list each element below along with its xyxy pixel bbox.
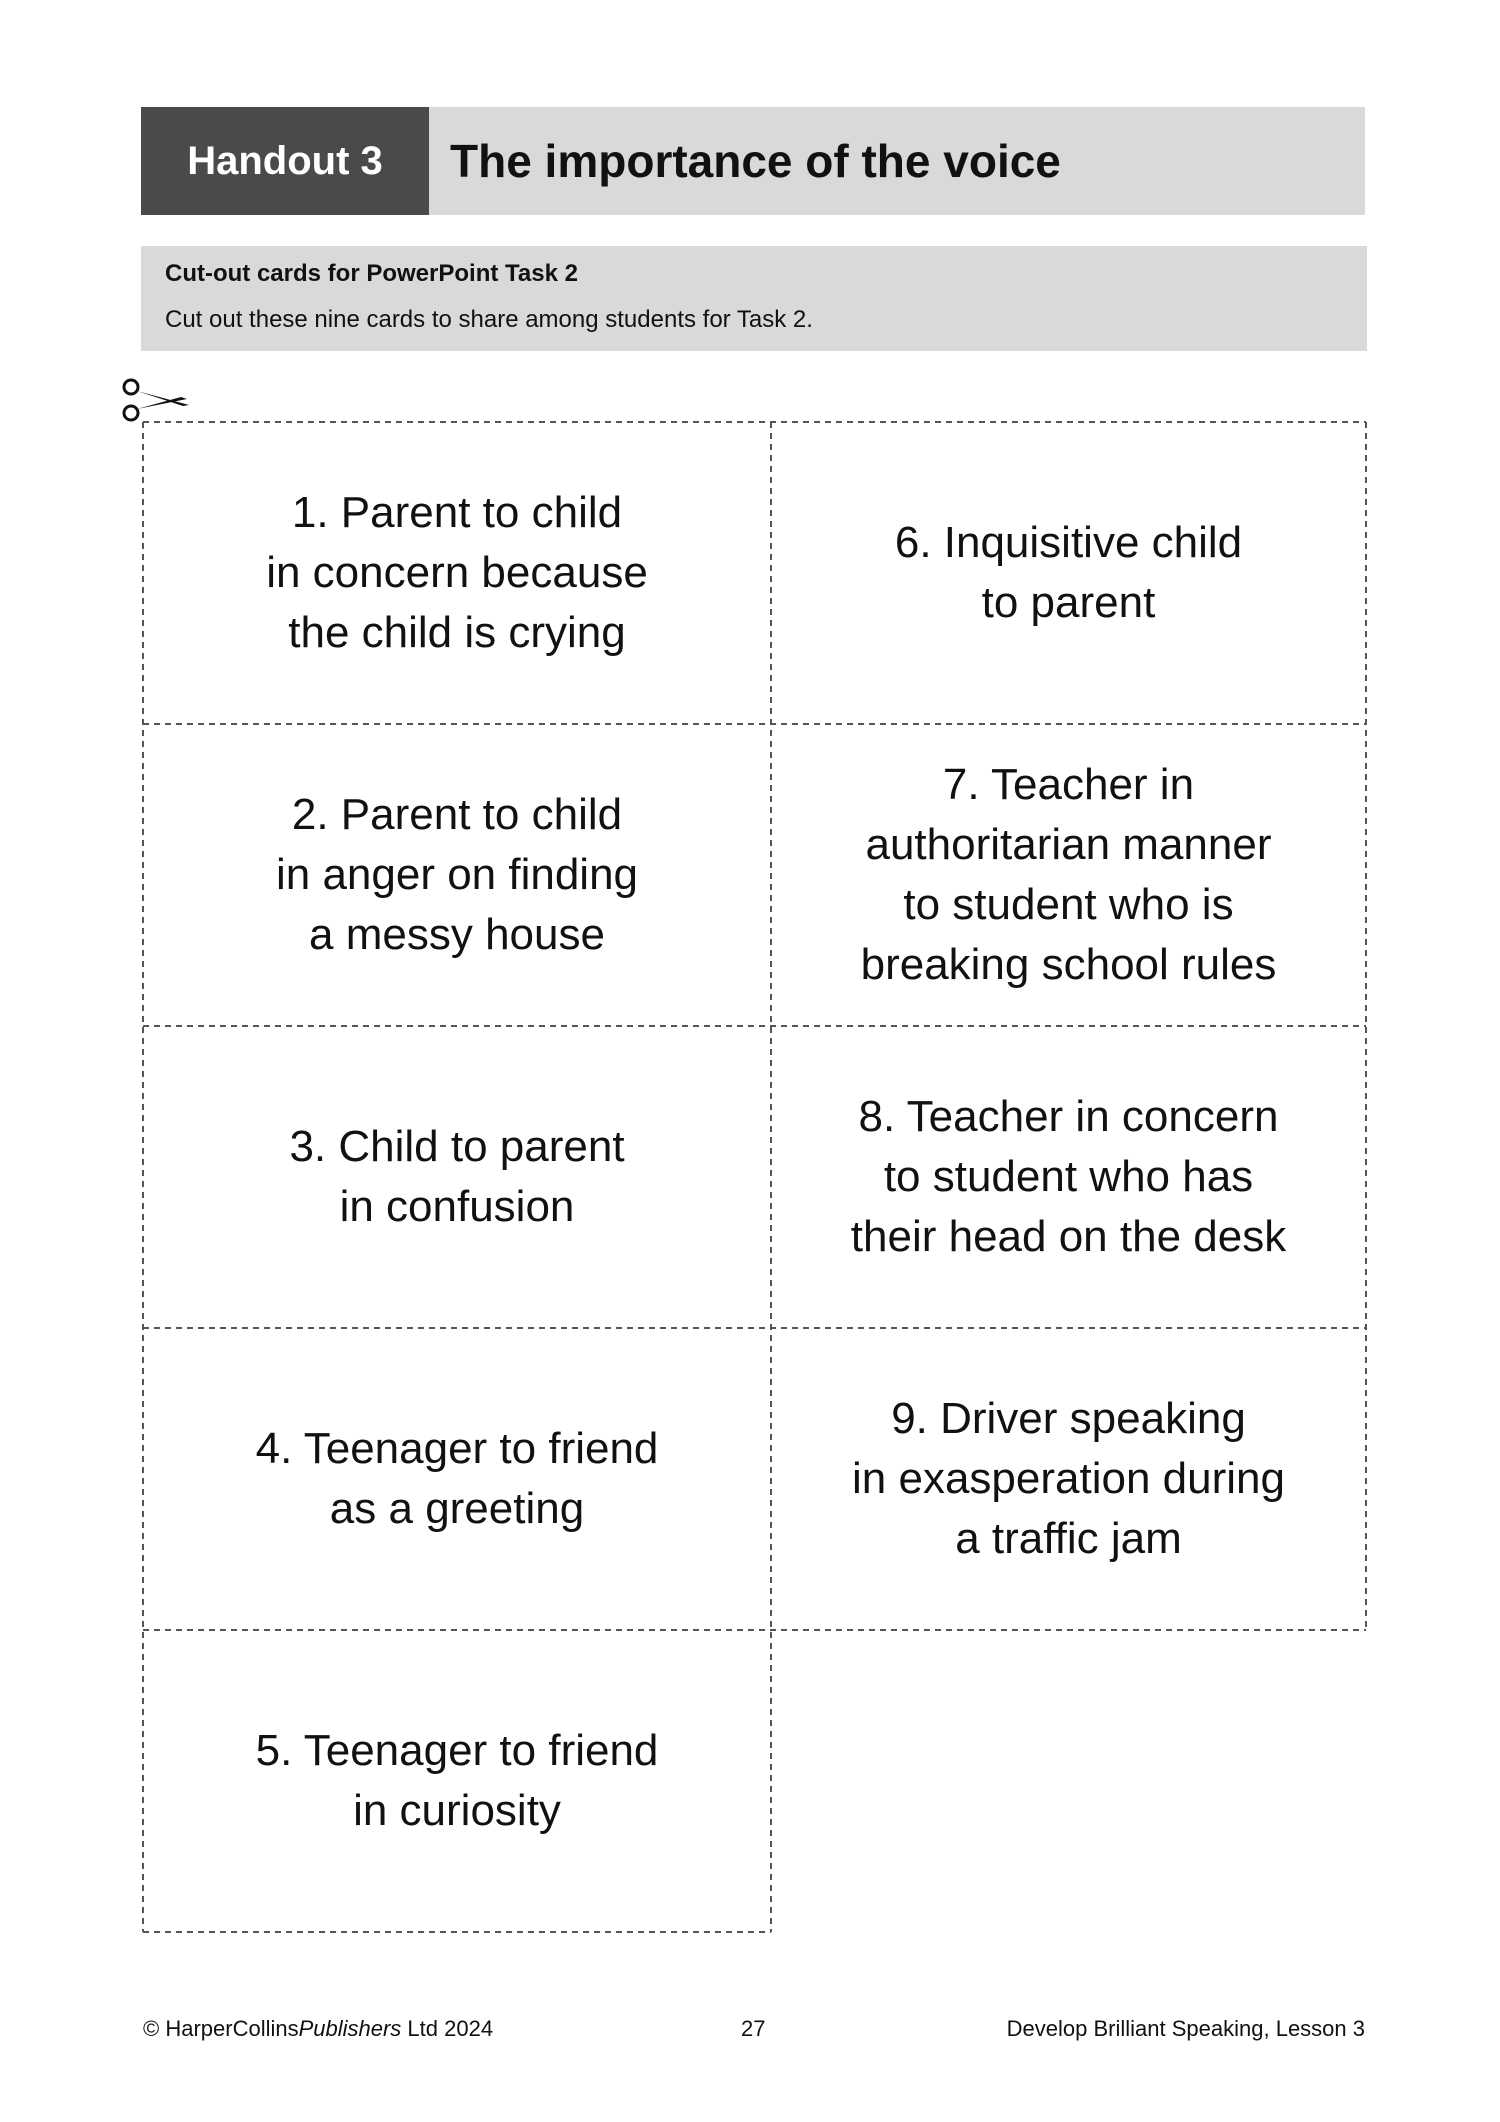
- page-number: 27: [741, 2016, 766, 2041]
- copyright-italic: Publishers: [298, 2016, 402, 2041]
- copyright-suffix: Ltd 2024: [401, 2016, 494, 2041]
- card-3: 3. Child to parent in confusion: [289, 1122, 625, 1231]
- instructions-heading: Cut-out cards for PowerPoint Task 2: [165, 260, 578, 287]
- page-title: The importance of the voice: [450, 135, 1061, 187]
- card-1: 1. Parent to child in concern because the child is crying: [266, 488, 648, 657]
- card-8: 8. Teacher in concern to student who has their head on the desk: [850, 1092, 1287, 1261]
- card-5: 5. Teenager to friend in curiosity: [255, 1726, 659, 1835]
- copyright-prefix: © HarperCollins: [143, 2016, 299, 2041]
- card-7: 7. Teacher in authoritarian manner to student who is breaking school rules: [860, 760, 1277, 989]
- header-bar: [141, 107, 1365, 215]
- card-6: 6. Inquisitive child to parent: [894, 518, 1243, 627]
- scissors-icon: [121, 375, 191, 425]
- instructions-box: [141, 246, 1367, 351]
- footer-series: Develop Brilliant Speaking, Lesson 3: [1006, 2016, 1365, 2041]
- card-2: 2. Parent to child in anger on finding a messy house: [275, 790, 639, 959]
- card-9: 9. Driver speaking in exasperation during a traffic jam: [852, 1394, 1285, 1563]
- footer-copyright: [143, 2016, 493, 2042]
- handout-label: Handout 3: [141, 107, 429, 215]
- card-4: 4. Teenager to friend as a greeting: [255, 1424, 659, 1533]
- instructions-text: Cut out these nine cards to share among students for Task 2.: [165, 306, 813, 333]
